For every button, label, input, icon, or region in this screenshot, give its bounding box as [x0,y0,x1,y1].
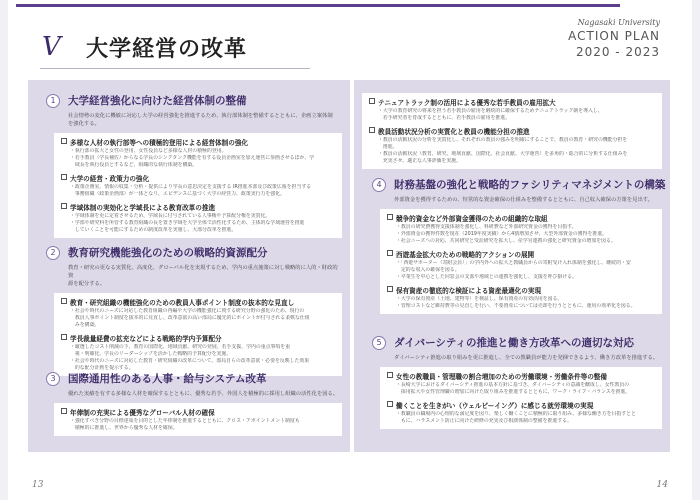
item-title [387,371,655,381]
checkbox-icon [387,250,393,256]
item-body [387,382,655,396]
lead-line: ダイバーシティ推進の取り組みを更に推進し、全ての教職員が能力を発揮できるよう、働き方改革を推進する。 [394,355,659,361]
checkbox-icon [61,203,67,209]
checkbox-icon [387,401,393,407]
item-body [387,411,655,425]
body-line: もに、ハラスメント防止に向けた研修の充実及び相談体制の整備を推進する。 [396,418,572,424]
item-card [54,133,342,238]
body-line: 的な配分計画を提示する。 [70,365,134,371]
body-line: ・教員の活動状況（教育、研究、地域貢献、国際化、社会貢献、大学運営）を多角的・総合的に分析する仕組みを [378,151,628,157]
body-line: ・社会や時代のニーズに対応した教育組織の再編や大学の機能強化に資する研究分野の強化のため、現行の [70,308,305,314]
section-1 [46,94,342,238]
item-title-text: テニュアトラック制の活用による優秀な若手教員の雇用拡大 [378,99,556,107]
checkbox-icon [61,298,67,304]
item-body [61,184,335,198]
brand-mark [550,18,660,59]
body-line: 採用拡大や女性管理職の増加に向けた取り組みを推進するとともに、ワーク・ライフ・バランスを推進。 [396,389,631,395]
item-body [387,260,655,281]
body-line: ・卒業生を中心とした同窓会の支部や地域との連携を強化し、支援を呼び掛ける。 [396,274,577,280]
brand-years: 2020 - 2023 [575,45,660,59]
item-body [61,308,335,329]
item-title [387,400,655,410]
item-title-text: 働くことを生きがい（ウェルビーイング）に感じる就労環境の実現 [396,402,594,410]
body-line: ・教員の活動状況の分析を実質化し、それぞれの教員の強みを明確にすることで、教員の教育・研究の機能分担を [378,137,628,143]
item-body [369,137,655,165]
body-line: 推進。 [378,144,398,150]
item-body [61,344,335,372]
section-2 [46,246,342,376]
item-body [61,213,335,234]
item-title-text: 多様な人材の執行部等への積極的登用による経営体制の強化 [70,139,249,147]
header-accent-bar [16,4,620,7]
item-title [369,126,655,136]
item-body [61,148,335,169]
item-body [387,296,655,310]
page-edge-right [692,0,700,500]
item-title [387,249,655,259]
section-number: 3 [46,372,60,386]
item-title [61,173,335,183]
item-card [380,367,662,429]
section-3-continued [362,88,662,169]
item-body [61,418,335,432]
body-line: 教員人事ポイント制度を抜本的に見直し、改革意欲の高い部局に優先的にポイントが付与される柔軟な仕組 [70,315,310,321]
checkbox-icon [61,334,67,340]
body-line: 積極的に推進し、世界から優秀な人材を確保。 [70,425,178,431]
checkbox-icon [387,286,393,292]
body-line: ・厳選したコスト削減の下、教育の国際化、地域貢献、研究の発展、若手支援、学内の重点事項を重 [70,344,291,350]
checkbox-icon [369,127,375,133]
body-line: ・大学の教育研究の将来を担う若手教員の雇用を継続的に確保するためテニュアトラック制を導入し、 [378,108,603,114]
body-line: ・社会ニーズへの対応、共同研究と受託研究を拡大し、産学官連携の強化と研究資金の増加を図る。 [396,238,616,244]
item-title [369,97,655,107]
chapter-title: 大学経営の改革 [86,37,248,62]
body-line: ・「西遊サポーター（寄附会員）」の学内外への拡大と教職員からの寄附受け入れ体制を強化し、継続的・安 [396,260,631,266]
item-title-text: 教員活動状況分析の実質化と教員の機能分担の推進 [378,128,530,136]
section-lead [46,390,342,398]
section-number: 1 [46,94,60,108]
checkbox-icon [61,408,67,414]
lead-line: 優れた実績を有する多様な人材を確保するとともに、優秀な若手、外国人を積極的に採用し組織の活性化を図る。 [68,391,339,397]
item-title [61,297,335,307]
item-card [54,293,342,376]
page-number-left: 13 [32,480,44,490]
section-number: 2 [46,246,60,260]
section-header [46,246,342,262]
section-header [372,178,666,194]
checkbox-icon [387,372,393,378]
item-card [380,209,662,314]
body-line: ・教員の研究費獲得支援体制を強化し、科研費など外部研究資金の獲得を目指す。 [396,224,577,230]
section-title: 国際通用性のある人事・給与システム改革 [68,373,267,385]
body-line: ・強化すべき分野の目標達成を目的とした年俸制を推進するとともに、クロス・アポイントメント制度も [70,418,300,424]
lead-line: を強化する。 [68,121,100,127]
body-line: 視・明確化、学長のリーダーシップを活かした戦略的予算配分を実施。 [70,351,232,357]
body-line: ・社会や時代のニーズに対応した教育・研究組織の改革について、部局自らの改革意欲・必要を反映した効果 [70,358,310,364]
body-line: ・学部や研究科を所管する教育組織の長を置き学域を大学全体で活性化するため、主体的な学域運営を推進 [70,220,305,226]
checkbox-icon [61,138,67,144]
body-line: 充実させ、適正な人事評価を実施。 [378,158,461,164]
checkbox-icon [61,174,67,180]
item-title [61,333,335,343]
item-title-text: 教育・研究組織の機能強化のための教員人事ポイント制度の抜本的な見直し [70,299,295,307]
section-3 [46,372,342,436]
item-body [369,108,655,122]
item-title [61,407,335,417]
body-line: みを構築。 [70,322,100,328]
section-title: 大学経営強化に向けた経営体制の整備 [68,95,247,107]
lead-line: 教育・研究の更なる実質化、高度化、グローバル化を実現するため、学内の重点施策に対し戦略的に人的・財政的資 [68,265,338,279]
section-5 [372,336,662,429]
item-title-text: 大学の経営・政策力の強化 [70,175,150,183]
item-card [362,93,662,169]
title-divider [40,68,310,69]
item-body [387,224,655,245]
section-lead [46,112,342,128]
section-number: 4 [372,178,386,192]
section-lead [372,354,662,362]
checkbox-icon [369,98,375,104]
lead-line: 源を配分する。 [68,281,106,287]
item-title-text: 学域体制の実効化と学域長による教育改革の推進 [70,204,216,212]
section-title: 教育研究機能強化のための戦略的資源配分 [68,247,268,259]
section-header [46,372,342,388]
body-line: ・政策企画室、情報の収集・分析・提供により学長の意思決定を支援する IR推進本部及び政策広報を担当する [70,184,312,190]
body-line: していくことを可能にするための制度改革を実施し、大部分改革を推進。 [70,227,237,233]
section-4 [372,178,666,314]
body-line: 定的な収入の確保を図る。 [396,267,460,273]
section-header [372,336,662,352]
section-lead [372,196,662,204]
item-title [387,285,655,295]
section-title: 財務基盤の強化と戦略的ファシリティマネジメントの構築 [394,179,666,191]
body-line: ・大学の保有資産（土地、建物等）を検証し、保有資産の有効活用を図る。 [396,296,563,302]
item-title-text: 保有資産の徹底的な検証による資産最適化の実現 [396,287,542,295]
item-title-text: 競争的資金など外部資金獲得のための組織的な取組 [396,215,548,223]
body-line: ・教職員の職場内の心理的な満足度を図り、楽しく働くことに積極的に取り組み、多様な働き方を目指すとと [396,411,636,417]
body-line: ・長崎大学におけるダイバーシティ推進の基本方針に基づき、ダイバーシティの意識を醸成し、女性教員の [396,382,630,388]
item-title-text: 女性の教職員・管理職の割合増加のための労働環境・労働条件等の整備 [396,373,607,381]
section-title: ダイバーシティの推進と働き方改革への適切な対応 [394,337,635,349]
item-card [54,403,342,436]
body-line: 若手研究者を育成するとともに、若手教員の雇用を推進。 [378,115,511,121]
item-title-text: 学長裁量経費の拡充などによる戦略的学内予算配分 [70,335,222,343]
brand-university: Nagasaki University [577,18,660,27]
body-line: ・執行部の拡大と女性の登用、女性役員など多様な人材の積極的登用。 [70,148,227,154]
section-number: 5 [372,336,386,350]
body-line: 事務組織（政策企画部）が一体となり、エビデンスに基づく大学の経営力、政策実行力を強化。 [70,191,285,197]
page-number-right: 14 [656,480,668,490]
body-line: ・外部資金の獲得件数を現在（2019年度実績）から4割増加させ、大型外部資金の獲得を推進。 [396,231,608,237]
item-title-text: 年俸制の充実による優秀なグローバル人材の確保 [70,409,215,417]
item-title-text: 西遊基金拡大のための戦略的アクションの展開 [396,251,535,259]
lead-line: 社会情勢の変化に機敏に対応し大学の経営強化を推進するため、執行部体制を整備するとともに、企画立案体制 [68,113,333,119]
body-line: ・管理コストなど維持費等の見直しを行い、不要資産については売却を行うとともに、運用の効率化を図る。 [396,303,636,309]
body-line: 域長を執行役員とするなど、組織的な執行体制を構築。 [70,162,198,168]
section-header [46,94,342,110]
chapter-numeral: V [42,32,61,62]
brand-action-plan: ACTION PLAN [568,29,660,43]
item-title [387,213,655,223]
body-line: ・若手教員（学長補佐）からなる学長のシンクタンク機能を有する役員企画室を加え運営に参画させるほか、学 [70,155,315,161]
body-line: ・学域体制を更に定着させるため、学域長に付与されている人事権や予算配分権を実質化。 [70,213,271,219]
item-title [61,202,335,212]
section-lead [46,264,342,288]
page-edge-left [0,0,8,500]
item-title [61,137,335,147]
checkbox-icon [387,214,393,220]
lead-line: 外部資金を獲得するための、恒常的な資金確保の仕組みを整備するとともに、自己収入確保の方策を見出す。 [394,197,653,203]
